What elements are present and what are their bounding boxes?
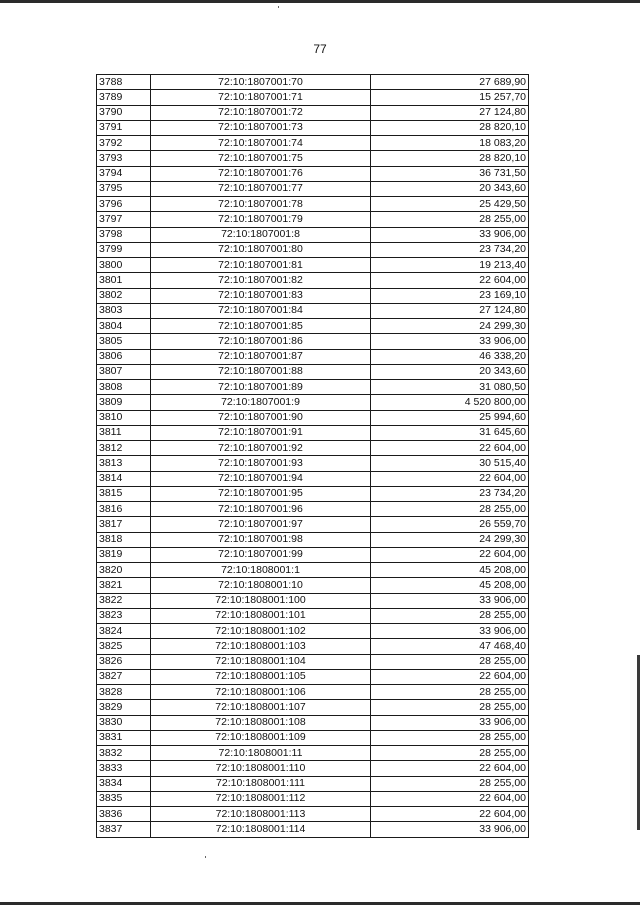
row-number-cell: 3813	[97, 456, 151, 471]
table-row	[97, 593, 529, 608]
row-number-cell: 3831	[97, 730, 151, 745]
cadastral-number-cell: 72:10:1808001:11	[151, 746, 371, 761]
cadastral-number-cell: 72:10:1807001:72	[151, 105, 371, 120]
row-number-cell: 3837	[97, 822, 151, 837]
value-cell: 25 994,60	[371, 410, 529, 425]
cadastral-number-cell: 72:10:1807001:91	[151, 425, 371, 440]
table-row	[97, 563, 529, 578]
row-number-cell: 3797	[97, 212, 151, 227]
cadastral-number-cell: 72:10:1808001:112	[151, 791, 371, 806]
row-number-cell: 3818	[97, 532, 151, 547]
cadastral-number-cell: 72:10:1807001:93	[151, 456, 371, 471]
value-cell: 28 255,00	[371, 685, 529, 700]
value-cell: 30 515,40	[371, 456, 529, 471]
cadastral-number-cell: 72:10:1807001:89	[151, 380, 371, 395]
value-cell: 33 906,00	[371, 334, 529, 349]
value-cell: 24 299,30	[371, 319, 529, 334]
value-cell: 27 689,90	[371, 75, 529, 90]
row-number-cell: 3823	[97, 608, 151, 623]
cadastral-number-cell: 72:10:1807001:85	[151, 319, 371, 334]
table-row	[97, 319, 529, 334]
row-number-cell: 3812	[97, 441, 151, 456]
cadastral-number-cell: 72:10:1807001:88	[151, 364, 371, 379]
value-cell: 28 255,00	[371, 654, 529, 669]
table-row	[97, 807, 529, 822]
cadastral-number-cell: 72:10:1808001:111	[151, 776, 371, 791]
row-number-cell: 3807	[97, 364, 151, 379]
row-number-cell: 3795	[97, 181, 151, 196]
cadastral-table-body	[97, 75, 529, 838]
value-cell: 22 604,00	[371, 669, 529, 684]
cadastral-number-cell: 72:10:1808001:104	[151, 654, 371, 669]
row-number-cell: 3803	[97, 303, 151, 318]
row-number-cell: 3826	[97, 654, 151, 669]
cadastral-number-cell: 72:10:1808001:10	[151, 578, 371, 593]
row-number-cell: 3809	[97, 395, 151, 410]
value-cell: 18 083,20	[371, 136, 529, 151]
table-row	[97, 776, 529, 791]
table-row	[97, 486, 529, 501]
row-number-cell: 3836	[97, 807, 151, 822]
table-row	[97, 151, 529, 166]
table-row	[97, 212, 529, 227]
scan-speck	[278, 6, 279, 8]
value-cell: 33 906,00	[371, 624, 529, 639]
cadastral-number-cell: 72:10:1807001:75	[151, 151, 371, 166]
table-row	[97, 624, 529, 639]
row-number-cell: 3815	[97, 486, 151, 501]
value-cell: 23 169,10	[371, 288, 529, 303]
row-number-cell: 3800	[97, 258, 151, 273]
cadastral-number-cell: 72:10:1807001:79	[151, 212, 371, 227]
value-cell: 22 604,00	[371, 807, 529, 822]
row-number-cell: 3832	[97, 746, 151, 761]
cadastral-number-cell: 72:10:1807001:77	[151, 181, 371, 196]
cadastral-number-cell: 72:10:1807001:82	[151, 273, 371, 288]
value-cell: 25 429,50	[371, 197, 529, 212]
cadastral-number-cell: 72:10:1808001:100	[151, 593, 371, 608]
cadastral-number-cell: 72:10:1807001:95	[151, 486, 371, 501]
value-cell: 33 906,00	[371, 227, 529, 242]
value-cell: 15 257,70	[371, 90, 529, 105]
cadastral-number-cell: 72:10:1808001:113	[151, 807, 371, 822]
value-cell: 28 255,00	[371, 730, 529, 745]
value-cell: 27 124,80	[371, 303, 529, 318]
cadastral-number-cell: 72:10:1807001:76	[151, 166, 371, 181]
value-cell: 4 520 800,00	[371, 395, 529, 410]
table-row	[97, 136, 529, 151]
value-cell: 28 820,10	[371, 151, 529, 166]
table-row	[97, 258, 529, 273]
cadastral-number-cell: 72:10:1808001:108	[151, 715, 371, 730]
cadastral-number-cell: 72:10:1807001:92	[151, 441, 371, 456]
value-cell: 45 208,00	[371, 578, 529, 593]
scan-top-edge	[0, 0, 640, 3]
row-number-cell: 3817	[97, 517, 151, 532]
table-row	[97, 456, 529, 471]
value-cell: 28 820,10	[371, 120, 529, 135]
table-row	[97, 288, 529, 303]
cadastral-number-cell: 72:10:1808001:109	[151, 730, 371, 745]
cadastral-number-cell: 72:10:1807001:8	[151, 227, 371, 242]
table-row	[97, 227, 529, 242]
table-row	[97, 654, 529, 669]
table-row	[97, 90, 529, 105]
table-row	[97, 334, 529, 349]
cadastral-number-cell: 72:10:1807001:71	[151, 90, 371, 105]
table-row	[97, 120, 529, 135]
value-cell: 31 080,50	[371, 380, 529, 395]
table-row	[97, 395, 529, 410]
value-cell: 20 343,60	[371, 181, 529, 196]
cadastral-number-cell: 72:10:1808001:1	[151, 563, 371, 578]
row-number-cell: 3798	[97, 227, 151, 242]
value-cell: 28 255,00	[371, 776, 529, 791]
row-number-cell: 3799	[97, 242, 151, 257]
value-cell: 26 559,70	[371, 517, 529, 532]
table-row	[97, 822, 529, 837]
table-row	[97, 547, 529, 562]
cadastral-number-cell: 72:10:1808001:107	[151, 700, 371, 715]
table-row	[97, 364, 529, 379]
row-number-cell: 3820	[97, 563, 151, 578]
table-row	[97, 166, 529, 181]
table-row	[97, 410, 529, 425]
row-number-cell: 3804	[97, 319, 151, 334]
table-row	[97, 715, 529, 730]
value-cell: 47 468,40	[371, 639, 529, 654]
cadastral-number-cell: 72:10:1808001:106	[151, 685, 371, 700]
cadastral-number-cell: 72:10:1807001:96	[151, 502, 371, 517]
row-number-cell: 3808	[97, 380, 151, 395]
value-cell: 33 906,00	[371, 715, 529, 730]
value-cell: 23 734,20	[371, 486, 529, 501]
cadastral-number-cell: 72:10:1808001:101	[151, 608, 371, 623]
value-cell: 22 604,00	[371, 761, 529, 776]
cadastral-table	[96, 74, 529, 838]
cadastral-number-cell: 72:10:1808001:110	[151, 761, 371, 776]
value-cell: 46 338,20	[371, 349, 529, 364]
table-row	[97, 303, 529, 318]
row-number-cell: 3814	[97, 471, 151, 486]
value-cell: 31 645,60	[371, 425, 529, 440]
row-number-cell: 3822	[97, 593, 151, 608]
table-row	[97, 685, 529, 700]
cadastral-number-cell: 72:10:1807001:9	[151, 395, 371, 410]
row-number-cell: 3796	[97, 197, 151, 212]
value-cell: 28 255,00	[371, 502, 529, 517]
row-number-cell: 3792	[97, 136, 151, 151]
table-row	[97, 578, 529, 593]
table-row	[97, 700, 529, 715]
row-number-cell: 3793	[97, 151, 151, 166]
row-number-cell: 3834	[97, 776, 151, 791]
table-row	[97, 380, 529, 395]
row-number-cell: 3794	[97, 166, 151, 181]
table-row	[97, 105, 529, 120]
cadastral-number-cell: 72:10:1807001:81	[151, 258, 371, 273]
value-cell: 22 604,00	[371, 273, 529, 288]
value-cell: 28 255,00	[371, 700, 529, 715]
row-number-cell: 3805	[97, 334, 151, 349]
value-cell: 22 604,00	[371, 547, 529, 562]
value-cell: 36 731,50	[371, 166, 529, 181]
table-row	[97, 425, 529, 440]
table-row	[97, 791, 529, 806]
cadastral-number-cell: 72:10:1808001:114	[151, 822, 371, 837]
cadastral-number-cell: 72:10:1807001:94	[151, 471, 371, 486]
value-cell: 22 604,00	[371, 471, 529, 486]
cadastral-number-cell: 72:10:1807001:97	[151, 517, 371, 532]
row-number-cell: 3789	[97, 90, 151, 105]
table-row	[97, 608, 529, 623]
row-number-cell: 3801	[97, 273, 151, 288]
value-cell: 28 255,00	[371, 746, 529, 761]
cadastral-number-cell: 72:10:1807001:86	[151, 334, 371, 349]
table-row	[97, 532, 529, 547]
value-cell: 24 299,30	[371, 532, 529, 547]
row-number-cell: 3835	[97, 791, 151, 806]
row-number-cell: 3790	[97, 105, 151, 120]
cadastral-number-cell: 72:10:1808001:105	[151, 669, 371, 684]
table-row	[97, 349, 529, 364]
cadastral-number-cell: 72:10:1807001:84	[151, 303, 371, 318]
value-cell: 19 213,40	[371, 258, 529, 273]
row-number-cell: 3827	[97, 669, 151, 684]
value-cell: 28 255,00	[371, 608, 529, 623]
value-cell: 45 208,00	[371, 563, 529, 578]
row-number-cell: 3788	[97, 75, 151, 90]
value-cell: 23 734,20	[371, 242, 529, 257]
value-cell: 22 604,00	[371, 441, 529, 456]
table-row	[97, 639, 529, 654]
cadastral-number-cell: 72:10:1807001:73	[151, 120, 371, 135]
table-row	[97, 242, 529, 257]
cadastral-number-cell: 72:10:1807001:83	[151, 288, 371, 303]
table-row	[97, 197, 529, 212]
cadastral-number-cell: 72:10:1808001:102	[151, 624, 371, 639]
row-number-cell: 3830	[97, 715, 151, 730]
value-cell: 33 906,00	[371, 593, 529, 608]
table-row	[97, 517, 529, 532]
table-row	[97, 75, 529, 90]
table-row	[97, 471, 529, 486]
row-number-cell: 3802	[97, 288, 151, 303]
value-cell: 33 906,00	[371, 822, 529, 837]
table-row	[97, 502, 529, 517]
value-cell: 20 343,60	[371, 364, 529, 379]
row-number-cell: 3821	[97, 578, 151, 593]
cadastral-number-cell: 72:10:1807001:70	[151, 75, 371, 90]
row-number-cell: 3811	[97, 425, 151, 440]
table-row	[97, 730, 529, 745]
value-cell: 28 255,00	[371, 212, 529, 227]
cadastral-number-cell: 72:10:1807001:90	[151, 410, 371, 425]
table-row	[97, 669, 529, 684]
value-cell: 27 124,80	[371, 105, 529, 120]
cadastral-number-cell: 72:10:1807001:78	[151, 197, 371, 212]
page-number: 77	[313, 42, 327, 56]
table-row	[97, 181, 529, 196]
row-number-cell: 3819	[97, 547, 151, 562]
cadastral-number-cell: 72:10:1807001:87	[151, 349, 371, 364]
row-number-cell: 3806	[97, 349, 151, 364]
row-number-cell: 3833	[97, 761, 151, 776]
table-row	[97, 746, 529, 761]
cadastral-number-cell: 72:10:1808001:103	[151, 639, 371, 654]
row-number-cell: 3828	[97, 685, 151, 700]
row-number-cell: 3825	[97, 639, 151, 654]
cadastral-number-cell: 72:10:1807001:98	[151, 532, 371, 547]
table-row	[97, 273, 529, 288]
row-number-cell: 3829	[97, 700, 151, 715]
row-number-cell: 3824	[97, 624, 151, 639]
cadastral-number-cell: 72:10:1807001:74	[151, 136, 371, 151]
table-row	[97, 761, 529, 776]
value-cell: 22 604,00	[371, 791, 529, 806]
cadastral-number-cell: 72:10:1807001:99	[151, 547, 371, 562]
table-row	[97, 441, 529, 456]
row-number-cell: 3810	[97, 410, 151, 425]
row-number-cell: 3791	[97, 120, 151, 135]
scan-speck	[205, 856, 206, 858]
row-number-cell: 3816	[97, 502, 151, 517]
cadastral-number-cell: 72:10:1807001:80	[151, 242, 371, 257]
